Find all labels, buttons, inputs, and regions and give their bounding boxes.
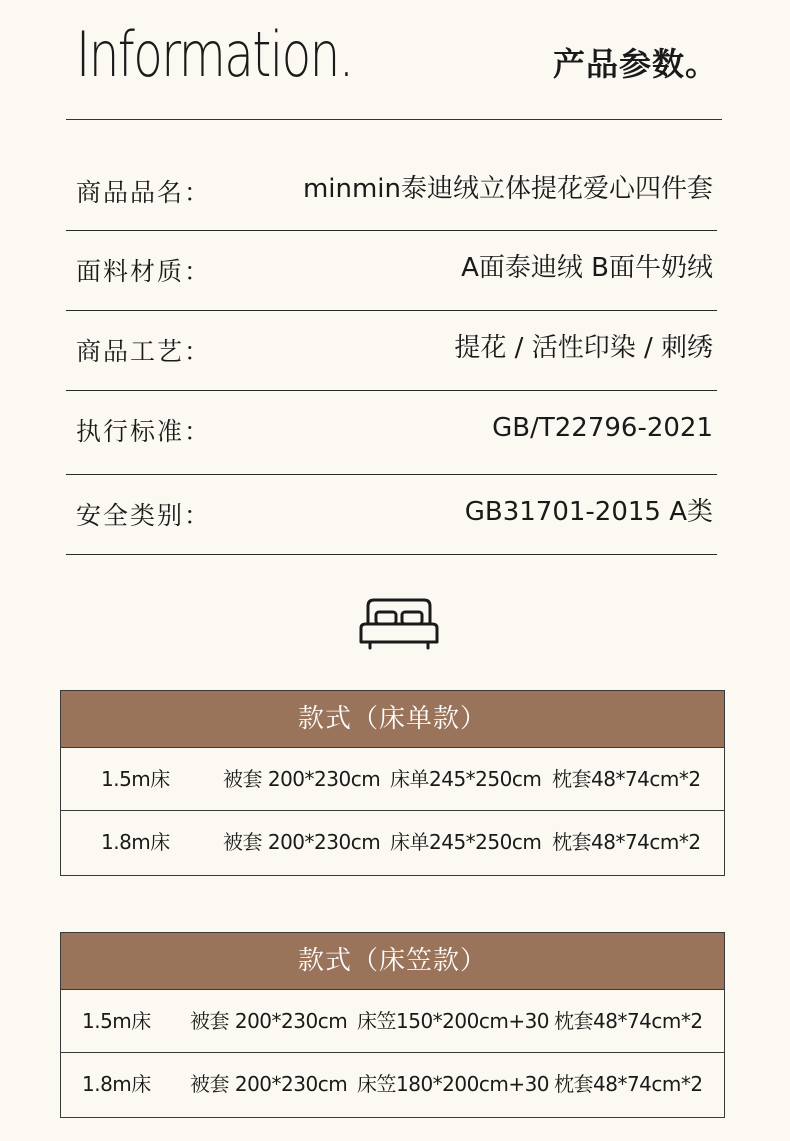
info-row-product-name [66,152,717,231]
info-label: 商品工艺： [76,337,212,366]
table-row [61,990,724,1053]
info-value: A面泰迪绒 B面牛奶绒 [461,253,713,283]
header-divider [66,119,722,120]
header-title: Information. [76,18,353,91]
info-value: GB31701-2015 A类 [464,497,713,527]
info-table [66,152,717,555]
info-value: 提花 / 活性印染 / 刺绣 [454,333,713,363]
size-table-fitted [60,932,725,1118]
info-value: GB/T22796-2021 [492,413,713,443]
duvet-cell: 被套 200*230cm [190,1009,348,1033]
pillow-cell: 枕套48*74cm*2 [554,1072,703,1096]
bed-icon [358,596,440,656]
size-cell: 1.5m床 [101,767,170,791]
duvet-cell: 被套 200*230cm [223,830,381,854]
table-row [61,748,724,811]
pillow-cell: 枕套48*74cm*2 [554,1009,703,1033]
header-title-cn: 产品参数。 [552,45,718,83]
table-row [61,811,724,875]
table-header: 款式（床单款） [61,691,724,748]
size-cell: 1.8m床 [82,1072,151,1096]
info-label: 商品品名： [76,178,212,207]
size-cell: 1.8m床 [101,830,170,854]
info-row-safety [66,475,717,555]
pillow-cell: 枕套48*74cm*2 [552,830,701,854]
table-header: 款式（床笠款） [61,933,724,990]
table-row [61,1053,724,1117]
pillow-cell: 枕套48*74cm*2 [552,767,701,791]
info-label: 面料材质： [76,257,212,286]
info-row-material [66,231,717,311]
duvet-cell: 被套 200*230cm [223,767,381,791]
size-table-sheet [60,690,725,876]
sheet-cell: 床笠150*200cm+30 [357,1009,550,1033]
sheet-cell: 床单245*250cm [390,767,542,791]
sheet-cell: 床单245*250cm [390,830,542,854]
info-label: 安全类别： [76,501,212,530]
info-label: 执行标准： [76,417,212,446]
size-cell: 1.5m床 [82,1009,151,1033]
info-row-craft [66,311,717,391]
duvet-cell: 被套 200*230cm [190,1072,348,1096]
info-row-standard [66,391,717,475]
sheet-cell: 床笠180*200cm+30 [357,1072,550,1096]
info-value: minmin泰迪绒立体提花爱心四件套 [302,174,713,204]
